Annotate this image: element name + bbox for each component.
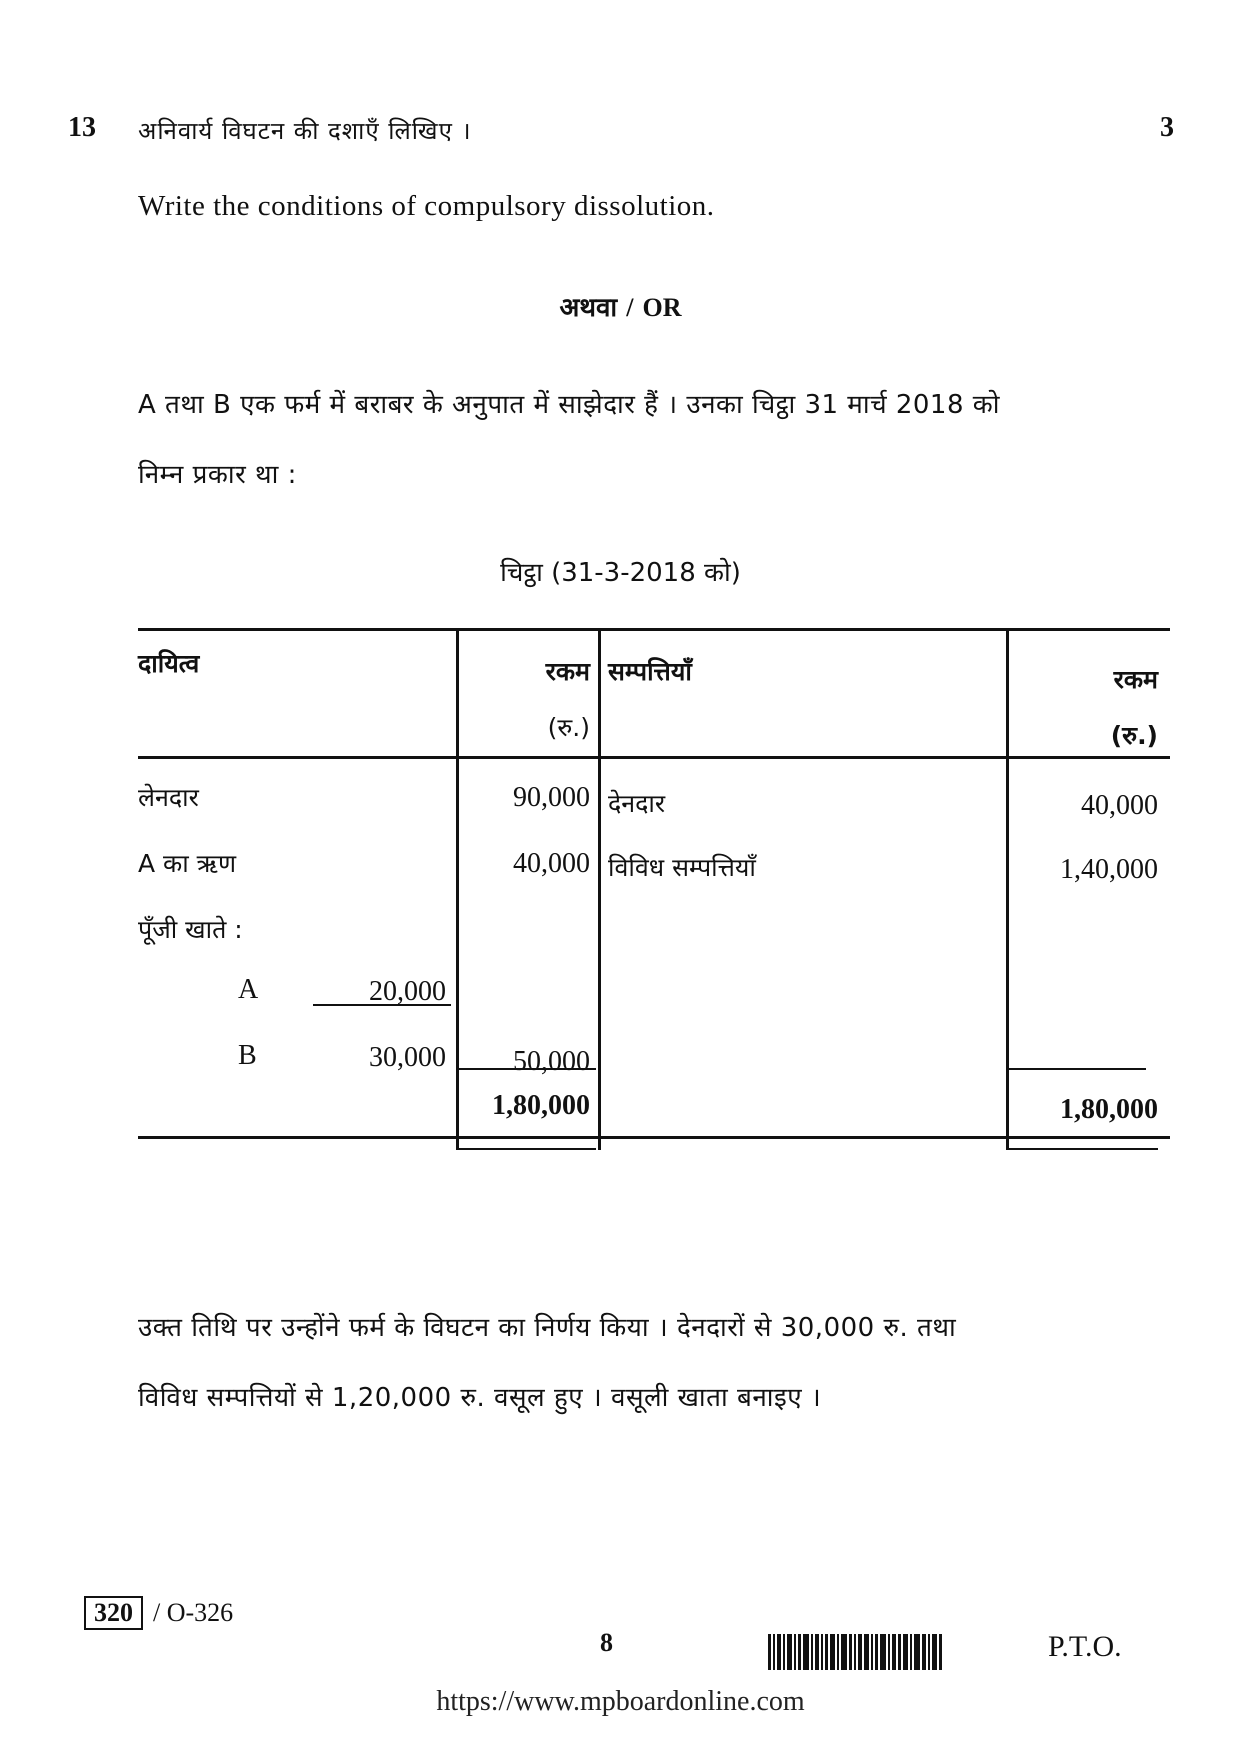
balance-sheet-table	[138, 628, 1170, 1268]
capital-b-label: B	[238, 1040, 257, 1071]
question-number: 13	[68, 112, 96, 143]
question-text-english: Write the conditions of compulsory dissolution.	[138, 190, 715, 222]
barcode-icon	[768, 1634, 1018, 1670]
header-currency-right: (रु.)	[1110, 721, 1158, 750]
question-marks: 3	[1160, 112, 1174, 143]
header-amount-left: रकम	[545, 657, 590, 686]
or-separator: /	[626, 293, 634, 322]
asset-debtors-amount: 40,000	[1081, 790, 1158, 821]
page-number: 8	[600, 1628, 613, 1657]
or-hindi: अथवा	[559, 293, 618, 323]
header-liabilities: दायित्व	[138, 649, 200, 678]
liability-creditors-label: लेनदार	[138, 783, 199, 812]
liability-a-loan-label: A का ऋण	[138, 849, 237, 878]
liability-a-loan-amount: 40,000	[513, 848, 590, 879]
capital-a-value: 20,000	[369, 976, 446, 1007]
alternative-question-line-1: A तथा B एक फर्म में बराबर के अनुपात में साझेदार हैं । उनका चिट्ठा 31 मार्च 2018 को	[138, 390, 1000, 420]
asset-debtors-label: देनदार	[608, 789, 666, 818]
liability-creditors-amount: 90,000	[513, 782, 590, 813]
asset-sundry-amount: 1,40,000	[1060, 854, 1158, 885]
alternative-question-line-2: निम्न प्रकार था :	[138, 460, 297, 490]
header-amount-right: रकम	[1113, 665, 1158, 694]
capital-b-value: 30,000	[369, 1042, 446, 1073]
after-table-line-2: विविध सम्पत्तियों से 1,20,000 रु. वसूल हुए । वसूली खाता बनाइए ।	[138, 1383, 822, 1413]
asset-sundry-label: विविध सम्पत्तियाँ	[608, 853, 756, 882]
paper-code-rest: / O-326	[153, 1598, 234, 1627]
header-assets: सम्पत्तियाँ	[608, 657, 692, 686]
or-divider	[0, 288, 1241, 324]
header-currency-left: (रु.)	[547, 713, 590, 742]
pto-label: P.T.O.	[1048, 1630, 1122, 1663]
after-table-line-1: उक्त तिथि पर उन्होंने फर्म के विघटन का निर्णय किया । देनदारों से 30,000 रु. तथा	[138, 1313, 957, 1343]
total-liabilities: 1,80,000	[492, 1090, 590, 1121]
capital-total: 50,000	[513, 1046, 590, 1077]
source-url[interactable]: https://www.mpboardonline.com	[436, 1686, 805, 1717]
capital-accounts-label: पूँजी खाते :	[138, 915, 243, 944]
or-english: OR	[642, 293, 682, 322]
capital-a-label: A	[238, 974, 259, 1005]
total-assets: 1,80,000	[1060, 1094, 1158, 1125]
question-text-hindi: अनिवार्य विघटन की दशाएँ लिखिए ।	[138, 117, 472, 145]
paper-code	[84, 1596, 233, 1630]
balance-sheet-title: चिट्ठा (31-3-2018 को)	[500, 558, 741, 588]
paper-code-box: 320	[84, 1596, 143, 1630]
